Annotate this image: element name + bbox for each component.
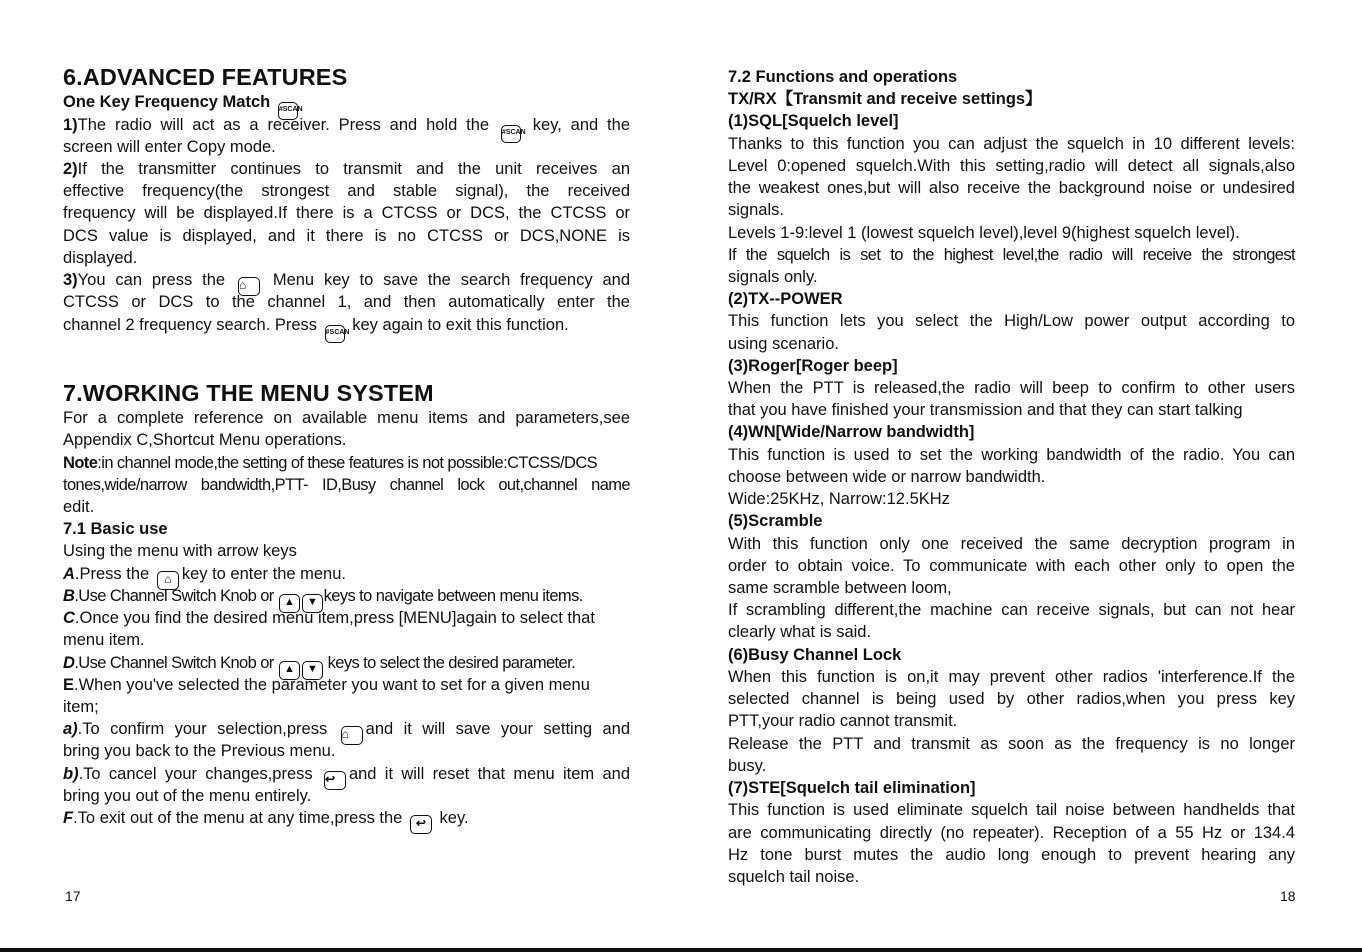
substep-a-line-2: bring you back to the Previous menu.: [63, 742, 336, 760]
step-a: A.Press the ⌂ key to enter the menu.: [63, 563, 346, 590]
wn-line-1: This function is used to set the working bandwidth of the radio. You can: [728, 446, 1295, 464]
tx-power-heading: (2)TX--POWER: [728, 290, 843, 308]
basic-use-heading: 7.1 Basic use: [63, 520, 168, 538]
step-e-line-1: E.When you've selected the parameter you want to set for a given menu: [63, 676, 590, 694]
para-3-line-2: CTCSS or DCS to the channel 1, and then automatically enter the: [63, 293, 630, 311]
scramble-line-5: clearly what is said.: [728, 623, 872, 641]
tx-power-line-2: using scenario.: [728, 335, 839, 353]
ste-line-4: squelch tail noise.: [728, 868, 860, 886]
para-2-line-5: displayed.: [63, 249, 138, 267]
section-6-title: 6.ADVANCED FEATURES: [63, 64, 348, 90]
step-e-line-2: item;: [63, 698, 99, 716]
ste-line-2: are communicating directly (no repeater). Reception of a 55 Hz or 134.4: [728, 824, 1295, 842]
home-menu-key-icon: ⌂: [238, 277, 260, 296]
scramble-line-3: same scramble between loom,: [728, 579, 952, 597]
scramble-heading: (5)Scramble: [728, 512, 823, 530]
substep-b-line-2: bring you out of the menu entirely.: [63, 787, 312, 805]
para-2-line-4: DCS value is displayed, and it there is no CTCSS or DCS,NONE is: [63, 227, 630, 245]
home-menu-key-icon: ⌂: [157, 571, 179, 590]
up-arrow-key-icon: ▲: [279, 661, 300, 680]
back-exit-key-icon: ↩: [410, 815, 432, 834]
para-1-line-2: screen will enter Copy mode.: [63, 138, 276, 156]
para-1-line-1: 1)The radio will act as a receiver. Press and hold the #SCAN key, and the: [63, 114, 630, 143]
roger-heading: (3)Roger[Roger beep]: [728, 357, 898, 375]
scramble-line-1: With this function only one received the same decryption program in: [728, 535, 1295, 553]
scan-key-icon: #SCAN: [501, 125, 521, 143]
sql-line-1: Thanks to this function you can adjust the squelch in 10 different levels:: [728, 135, 1295, 153]
basic-use-intro: Using the menu with arrow keys: [63, 542, 297, 560]
roger-line-2: that you have finished your transmission and that they can start talking: [728, 401, 1243, 419]
bottom-border: [0, 948, 1362, 952]
busy-channel-lock-line-1: When this function is on,it may prevent other radios 'interference.If the: [728, 668, 1295, 686]
step-b: B.Use Channel Switch Knob or ▲ ▼ keys to navigate between menu items.: [63, 585, 583, 613]
page-number-18: 18: [1280, 888, 1296, 904]
sql-heading: (1)SQL[Squelch level]: [728, 112, 899, 130]
ste-line-3: Hz tone burst mutes the audio long enough to prevent hearing any: [728, 846, 1295, 864]
sql-line-6: If the squelch is set to the highest level,the radio will receive the strongest: [728, 246, 1295, 264]
scan-key-icon: #SCAN: [278, 102, 298, 120]
roger-line-1: When the PTT is released,the radio will beep to confirm to other users: [728, 379, 1295, 397]
down-arrow-key-icon: ▼: [302, 661, 323, 680]
para-2-line-1: 2)If the transmitter continues to transmit and the unit receives an: [63, 160, 630, 178]
para-3-line-3: channel 2 frequency search. Press #SCAN key again to exit this function.: [63, 314, 569, 343]
busy-channel-lock-line-4: Release the PTT and transmit as soon as the frequency is no longer: [728, 735, 1295, 753]
note-line-1: Note:in channel mode,the setting of these features is not possible:CTCSS/DCS: [63, 454, 598, 472]
section-7-line-1: For a complete reference on available menu items and parameters,see: [63, 409, 630, 427]
busy-channel-lock-line-5: busy.: [728, 757, 767, 775]
page-number-17: 17: [65, 888, 81, 904]
busy-channel-lock-line-2: selected channel is being used by other radios,when you press key: [728, 690, 1295, 708]
wn-heading: (4)WN[Wide/Narrow bandwidth]: [728, 423, 975, 441]
scramble-line-2: order to obtain voice. To communicate with each other only to open the: [728, 557, 1295, 575]
step-d: D.Use Channel Switch Knob or ▲ ▼ keys to select the desired parameter.: [63, 652, 575, 680]
sql-line-5: Levels 1-9:level 1 (lowest squelch level),level 9(highest squelch level).: [728, 224, 1240, 242]
sql-line-4: signals.: [728, 201, 784, 219]
substep-a-line-1: a).To confirm your selection,press ⌂ and it will save your setting and: [63, 718, 630, 745]
scan-key-icon: #SCAN: [325, 325, 345, 343]
note-line-2: tones,wide/narrow bandwidth,PTT- ID,Busy channel lock out,channel name: [63, 476, 630, 494]
ste-line-1: This function is used eliminate squelch tail noise between handhelds that: [728, 801, 1295, 819]
step-c-line-1: C.Once you find the desired menu item,press [MENU]again to select that: [63, 609, 595, 627]
busy-channel-lock-line-3: PTT,your radio cannot transmit.: [728, 712, 958, 730]
para-2-line-3: frequency will be displayed.If there is a CTCSS or DCS, the CTCSS or: [63, 204, 630, 222]
para-2-line-2: effective frequency(the strongest and stable signal), the received: [63, 182, 630, 200]
one-key-frequency-match-heading: One Key Frequency Match #SCAN: [63, 91, 301, 120]
wn-line-3: Wide:25KHz, Narrow:12.5KHz: [728, 490, 950, 508]
tx-power-line-1: This function lets you select the High/Low power output according to: [728, 312, 1295, 330]
substep-b-line-1: b).To cancel your changes,press ↩ and it will reset that menu item and: [63, 763, 630, 790]
back-exit-key-icon: ↩: [324, 771, 346, 790]
step-c-line-2: menu item.: [63, 631, 145, 649]
sql-line-2: Level 0:opened squelch.With this setting,radio will detect all signals,also: [728, 157, 1295, 175]
scramble-line-4: If scrambling different,the machine can receive signals, but can not hear: [728, 601, 1295, 619]
note-line-3: edit.: [63, 498, 95, 516]
functions-operations-heading: 7.2 Functions and operations: [728, 68, 958, 86]
para-3-line-1: 3)You can press the ⌂ Menu key to save the search frequency and: [63, 269, 630, 296]
sql-line-3: the weakest ones,but will also receive the background noise or undesired: [728, 179, 1295, 197]
busy-channel-lock-heading: (6)Busy Channel Lock: [728, 646, 902, 664]
home-menu-key-icon: ⌂: [341, 726, 363, 745]
wn-line-2: choose between wide or narrow bandwidth.: [728, 468, 1046, 486]
section-7-title: 7.WORKING THE MENU SYSTEM: [63, 380, 434, 406]
txrx-heading: TX/RX【Transmit and receive settings】: [728, 90, 1042, 108]
step-f: F.To exit out of the menu at any time,press the ↩ key.: [63, 807, 469, 834]
section-7-line-2: Appendix C,Shortcut Menu operations.: [63, 431, 347, 449]
sql-line-7: signals only.: [728, 268, 818, 286]
up-arrow-key-icon: ▲: [279, 594, 300, 613]
down-arrow-key-icon: ▼: [302, 594, 323, 613]
ste-heading: (7)STE[Squelch tail elimination]: [728, 779, 976, 797]
